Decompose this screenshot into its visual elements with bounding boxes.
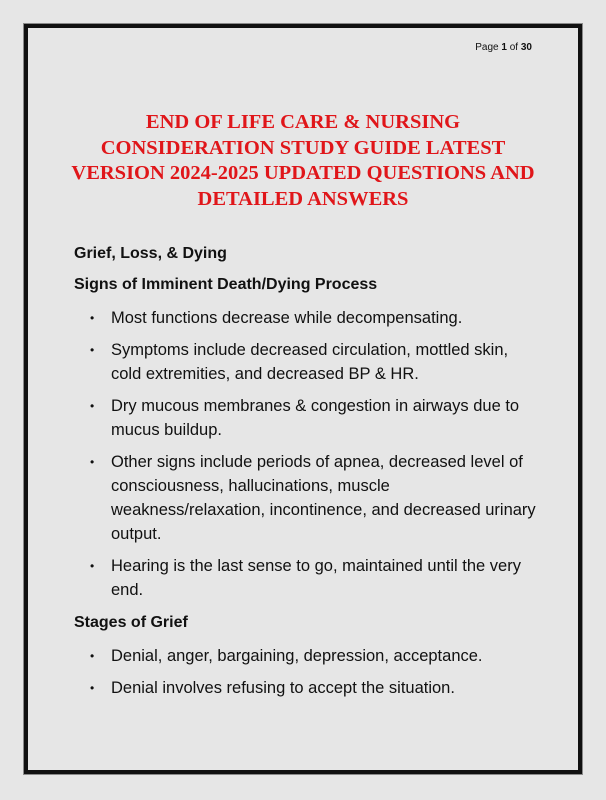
bullet-icon: • (90, 311, 95, 325)
list-item-text: Other signs include periods of apnea, decreased level of consciousness, hallucinations, muscle weakness/relaxation, incontinence, and decreased urinary output. (111, 453, 536, 543)
document-body (74, 244, 548, 711)
list-item-text: Most functions decrease while decompensating. (111, 309, 463, 327)
section-heading-imminent-death: Signs of Imminent Death/Dying Process (74, 276, 378, 293)
list-item-text: Dry mucous membranes & congestion in airways due to mucus buildup. (111, 397, 520, 439)
list-item-text: Denial, anger, bargaining, depression, acceptance. (111, 647, 483, 665)
page-prefix: Page (475, 42, 499, 53)
page-current: 1 (501, 42, 507, 53)
bullet-icon: • (90, 455, 95, 469)
imminent-death-list (74, 306, 548, 602)
list-item (74, 338, 548, 386)
list-item (74, 644, 548, 668)
page-number (475, 42, 532, 53)
bullet-icon: • (90, 681, 95, 695)
page-frame (24, 24, 582, 774)
bullet-icon: • (90, 343, 95, 357)
stages-of-grief-list (74, 644, 548, 700)
list-item (74, 306, 548, 330)
section-heading-grief-loss-dying: Grief, Loss, & Dying (74, 245, 227, 262)
page-separator: of (509, 42, 519, 53)
list-item (74, 450, 548, 546)
document-title: END OF LIFE CARE & NURSING CONSIDERATION STUDY GUIDE LATEST VERSION 2024-2025 UPDATED QUESTIONS AND DETAILED ANSWERS (71, 111, 535, 210)
bullet-icon: • (90, 399, 95, 413)
section-heading-stages-of-grief: Stages of Grief (74, 614, 188, 631)
bullet-icon: • (90, 649, 95, 663)
list-item (74, 394, 548, 442)
list-item-text: Denial involves refusing to accept the situation. (111, 679, 455, 697)
list-item (74, 554, 548, 602)
page-total: 30 (520, 42, 532, 53)
list-item-text: Symptoms include decreased circulation, mottled skin, cold extremities, and decreased BP & HR. (111, 341, 509, 383)
list-item (74, 676, 548, 700)
bullet-icon: • (90, 559, 95, 573)
list-item-text: Hearing is the last sense to go, maintained until the very end. (111, 557, 521, 599)
